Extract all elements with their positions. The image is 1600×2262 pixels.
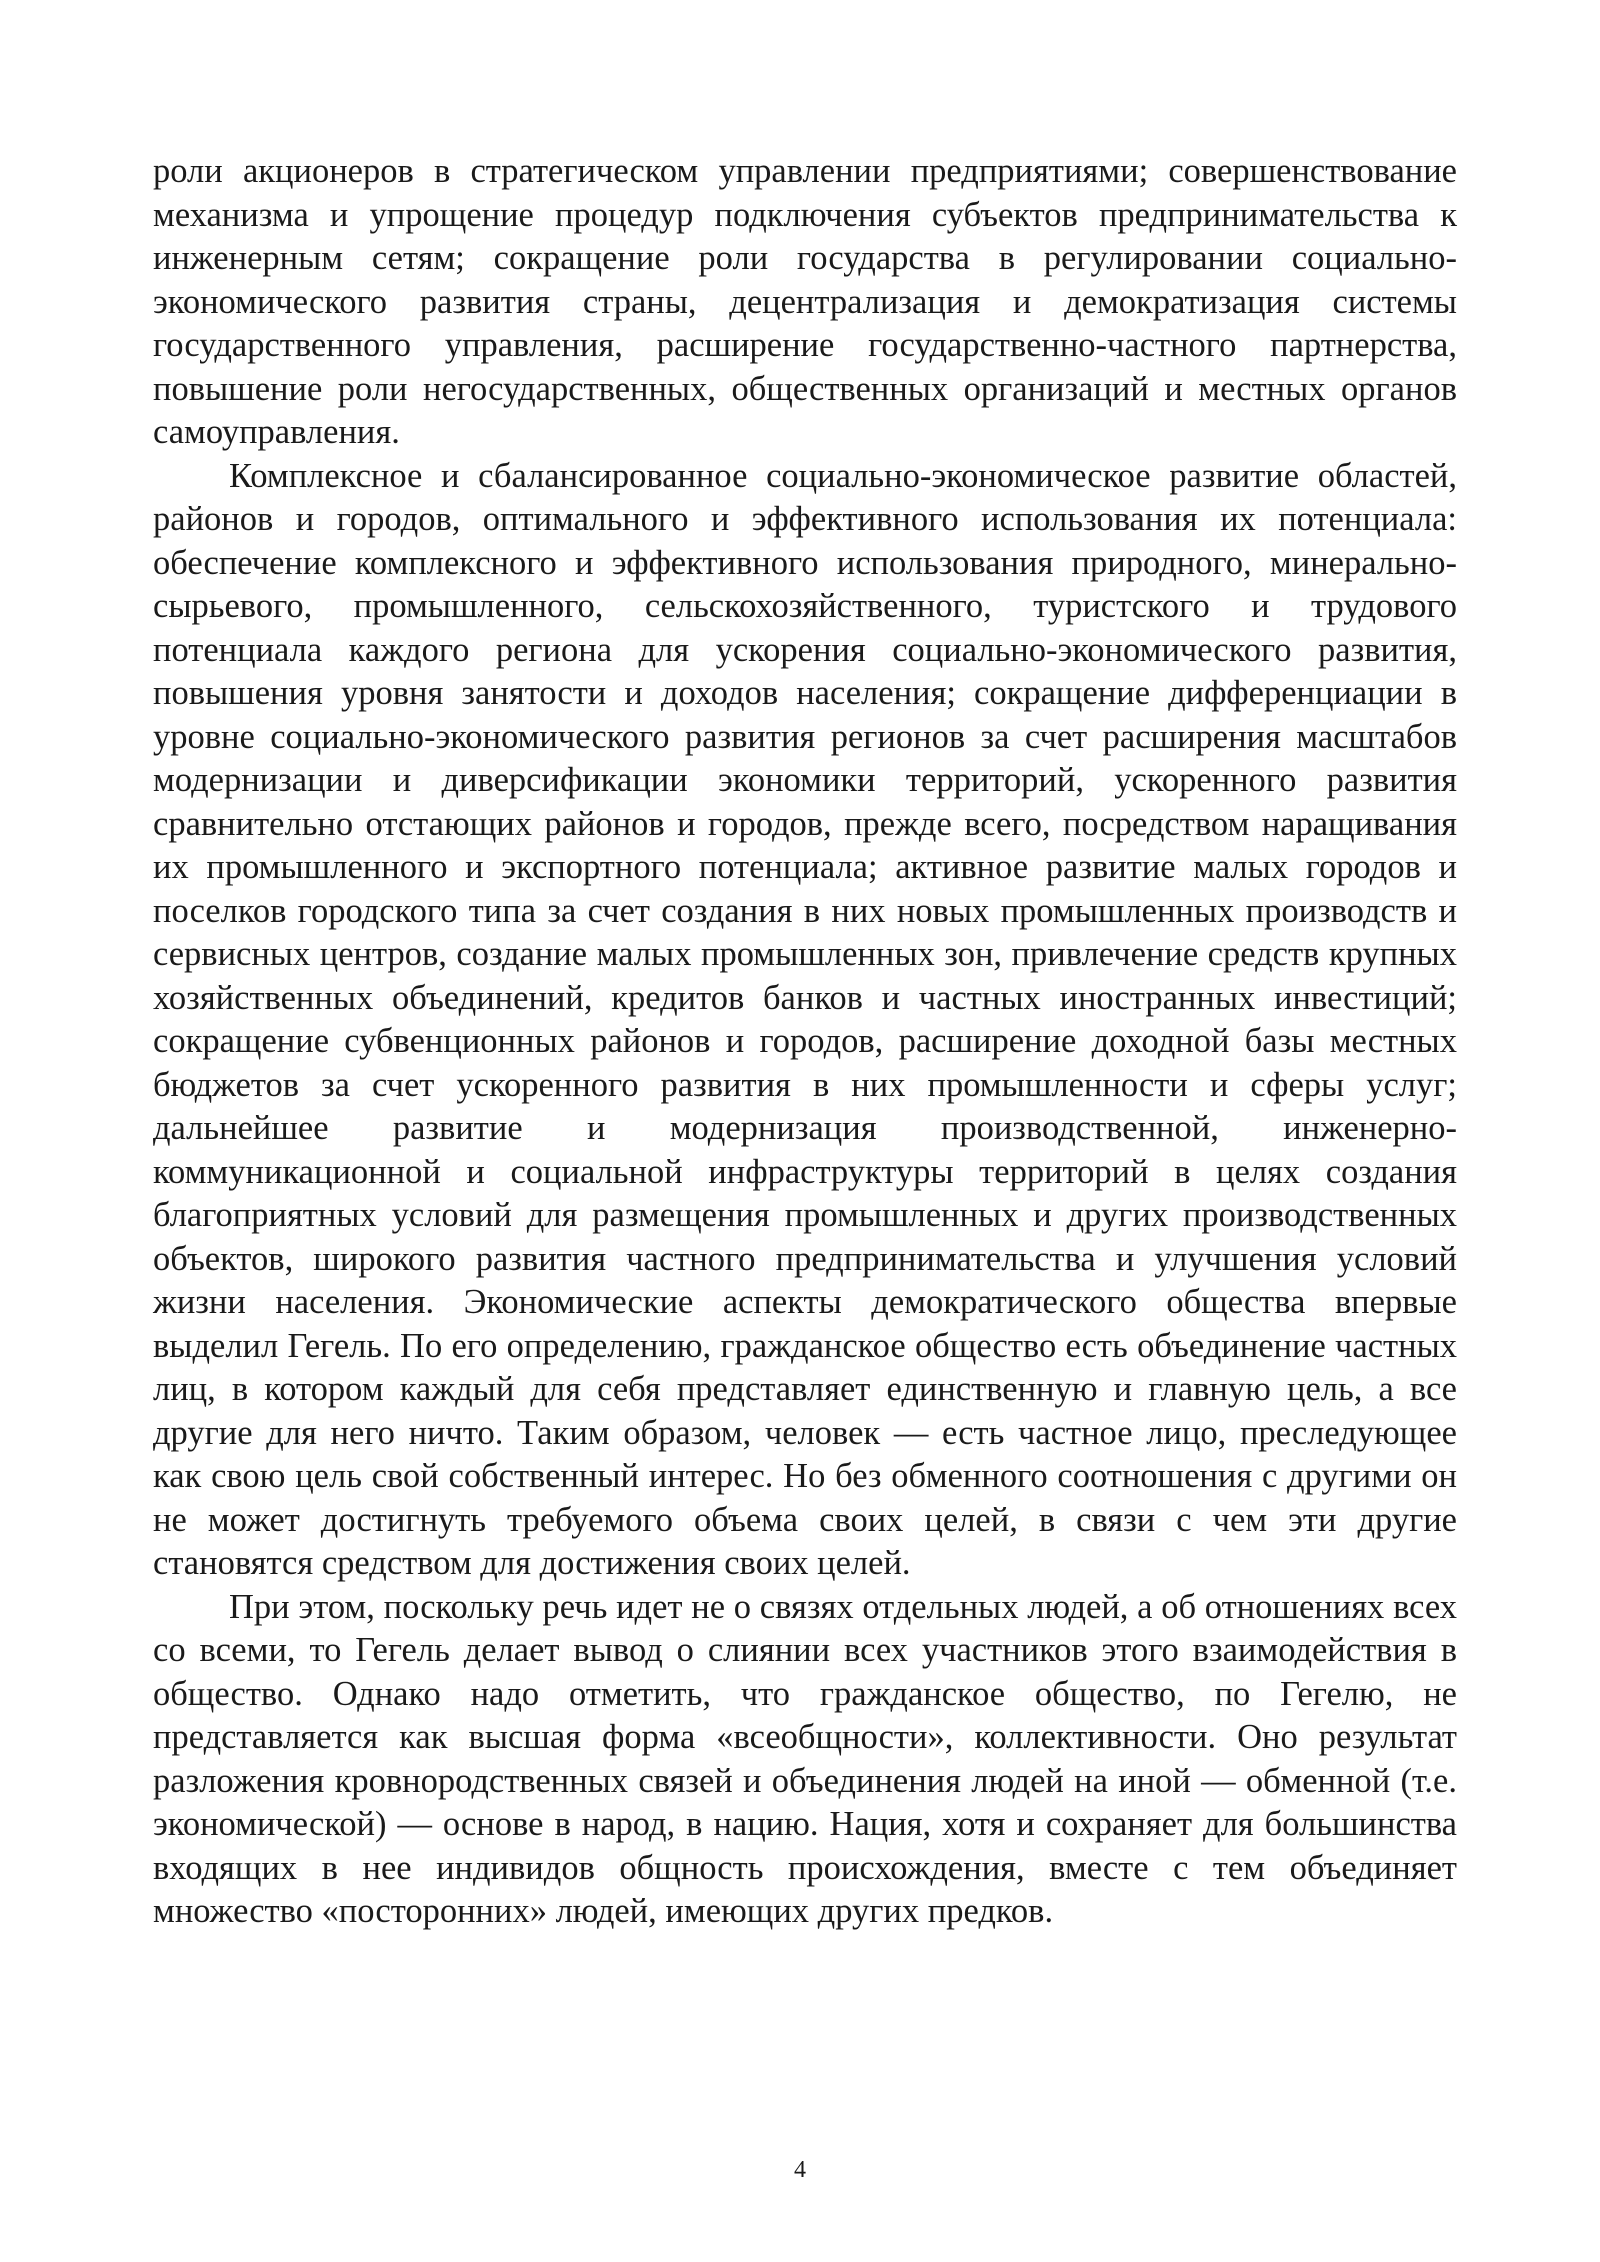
paragraph-3: При этом, поскольку речь идет не о связях отдельных людей, а об отношениях всех со всеми, то Гегель делает вывод о слиянии всех участников этого взаимодействия в общество. Однако надо отметить, что гражданское общество, по Гегелю, не представляется как высшая форма «всеобщности», коллективности. Оно результат разложения кровнородственных связей и объединения людей на иной — обменной (т.е. экономической) — основе в народ, в нацию. Нация, хотя и сохраняет для большинства входящих в нее индивидов общность происхождения, вместе с тем объединяет множество «посторонних» людей, имеющих других предков. <box>153 1587 1457 1930</box>
page-number: 4 <box>794 2157 806 2183</box>
paragraph-2: Комплексное и сбалансированное социально-экономическое развитие областей, районов и городов, оптимального и эффективного использования их потенциала: обеспечение комплексного и эффективного использования природного, минерально-сырьевого, промышленного, сельскохозяйственного, туристского и трудового потенциала каждого региона для ускорения социально-экономического развития, повышения уровня занятости и доходов населения; сокращение дифференциации в уровне социально-экономического развития регионов за счет расширения масштабов модернизации и диверсификации экономики территорий, ускоренного развития сравнительно отстающих районов и городов, прежде всего, посредством наращивания их промышленного и экспортного потенциала; активное развитие малых городов и поселков городского типа за счет создания в них новых промышленных производств и сервисных центров, создание малых промышленных зон, привлечение средств крупных хозяйственных объединений, кредитов банков и частных иностранных инвестиций; сокращение субвенционных районов и городов, расширение доходной базы местных бюджетов за счет ускоренного развития в них промышленности и сферы услуг; дальнейшее развитие и модернизация производственной, инженерно-коммуникационной и социальной инфраструктуры территорий в целях создания благоприятных условий для размещения промышленных и других производственных объектов, широкого развития частного предпринимательства и улучшения условий жизни населения. Экономические аспекты демократического общества впервые выделил Гегель. По его определению, гражданское общество есть объединение частных лиц, в котором каждый для себя представляет единственную и главную цель, а все другие для него ничто. Таким образом, человек — есть частное лицо, преследующее как свою цель свой собственный интерес. Но без обменного соотношения с другими он не может достигнуть требуемого объема своих целей, в связи с чем эти другие становятся средством для достижения своих целей. <box>153 456 1457 1582</box>
paragraph-1: роли акционеров в стратегическом управлении предприятиями; совершенствование механизма и упрощение процедур подключения субъектов предпринимательства к инженерным сетям; сокращение роли государства в регулировании социально-экономического развития страны, децентрализация и демократизация системы государственного управления, расширение государственно-частного партнерства, повышение роли негосударственных, общественных организаций и местных органов самоуправления. <box>153 152 1457 451</box>
document-body <box>153 150 1457 1934</box>
